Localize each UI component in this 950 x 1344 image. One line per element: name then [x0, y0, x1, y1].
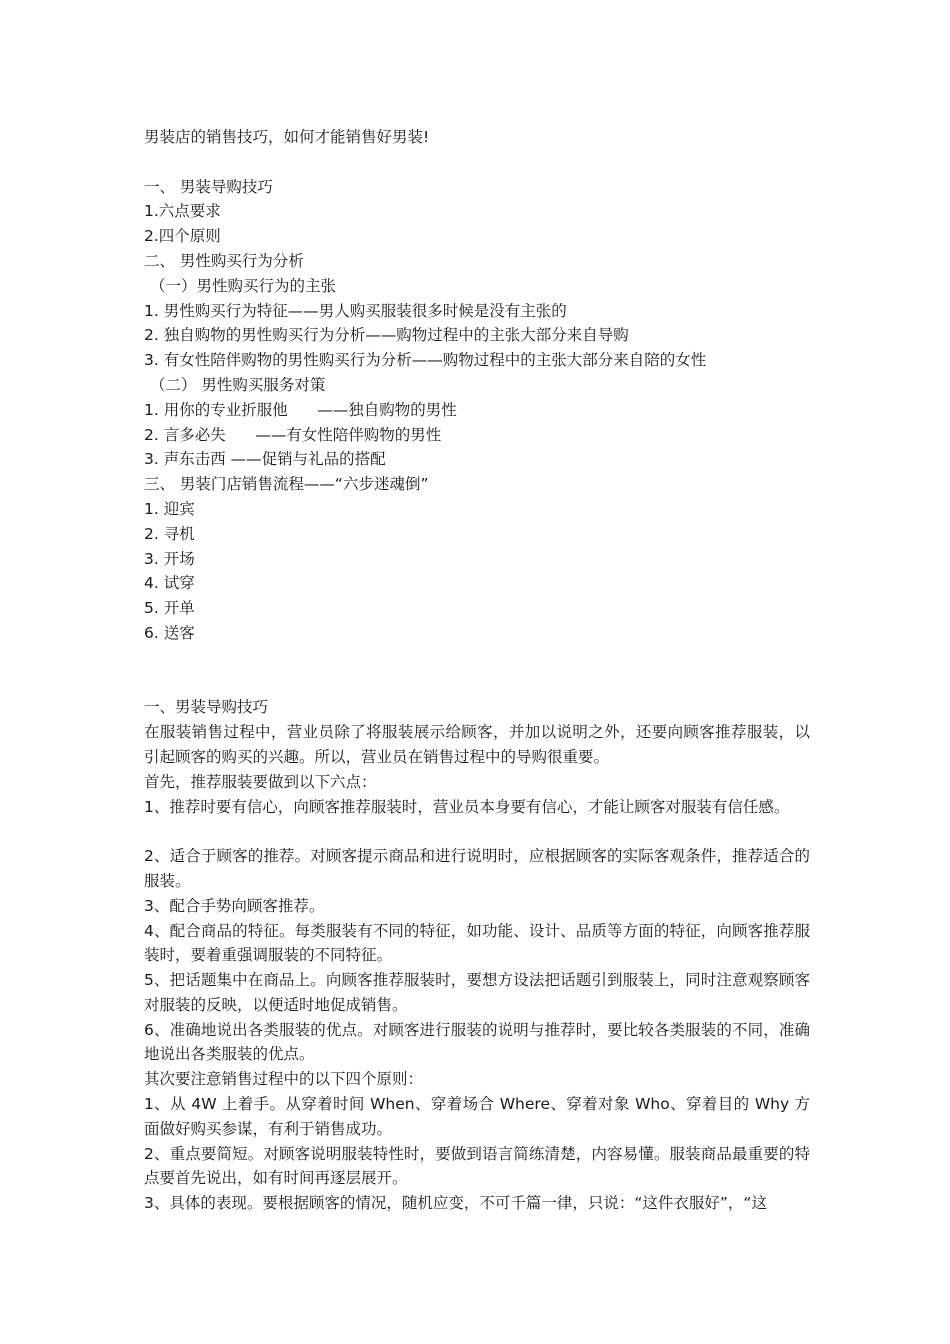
paragraph: 3、配合手势向顾客推荐。	[144, 896, 325, 915]
paragraph: 其次要注意销售过程中的以下四个原则：	[144, 1070, 424, 1089]
outline-item: 3. 开场	[144, 549, 195, 568]
outline-item: 2.四个原则	[144, 227, 221, 246]
paragraph: 首先，推荐服装要做到以下六点：	[144, 772, 377, 791]
paragraph: 1、推荐时要有信心，向顾客推荐服装时，营业员本身要有信心，才能让顾客对服装有信任感。	[144, 797, 790, 816]
document-title: 男装店的销售技巧，如何才能销售好男装!	[144, 128, 430, 146]
paragraph: 2、重点要简短。对顾客说明服装特性时，要做到语言简练清楚，内容易懂。服装商品最重要的特点要首先说出，如有时间再逐层展开。	[144, 1144, 810, 1188]
outline-section-1-heading: 一、 男装导购技巧	[144, 177, 273, 196]
outline-section-3-heading: 三、 男装门店销售流程——“六步迷魂倒”	[144, 475, 429, 494]
spacer	[144, 646, 810, 696]
spacer	[144, 150, 810, 175]
paragraph: 4、配合商品的特征。每类服装有不同的特征，如功能、设计、品质等方面的特征，向顾客推荐服装时，要着重强调服装的不同特征。	[144, 921, 810, 965]
outline-item: 2. 寻机	[144, 524, 195, 543]
section-heading: 一、男装导购技巧	[144, 698, 269, 717]
outline-subsection-heading: （二） 男性购买服务对策	[150, 375, 326, 394]
outline-item: 1.六点要求	[144, 202, 221, 221]
outline-item: 2. 言多必失 ——有女性陪伴购物的男性	[144, 425, 442, 444]
outline-item: 3. 声东击西 ——促销与礼品的搭配	[144, 450, 386, 469]
outline-item: 3. 有女性陪伴购物的男性购买行为分析——购物过程中的主张大部分来自陪的女性	[144, 351, 707, 370]
paragraph: 2、适合于顾客的推荐。对顾客提示商品和进行说明时，应根据顾客的实际客观条件，推荐适合的服装。	[144, 847, 810, 890]
outline-item: 1. 用你的专业折服他 ——独自购物的男性	[144, 400, 457, 419]
outline-item: 4. 试穿	[144, 574, 195, 593]
outline-item: 2. 独自购物的男性购买行为分析——购物过程中的主张大部分来自导购	[144, 326, 629, 345]
document-content	[144, 125, 810, 1216]
outline-section-2-heading: 二、 男性购买行为分析	[144, 251, 304, 270]
paragraph: 在服装销售过程中，营业员除了将服装展示给顾客，并加以说明之外，还要向顾客推荐服装，以引起顾客的购买的兴趣。所以，营业员在销售过程中的导购很重要。	[144, 723, 810, 766]
outline-subsection-heading: （一）男性购买行为的主张	[150, 276, 337, 295]
outline-item: 1. 男性购买行为特征——男人购买服装很多时候是没有主张的	[144, 301, 567, 320]
outline-item: 1. 迎宾	[144, 499, 195, 518]
paragraph: 1、从 4W 上着手。从穿着时间 When、穿着场合 Where、穿着对象 Who、穿着目的 Why 方面做好购买参谋，有利于销售成功。	[144, 1095, 810, 1138]
outline-item: 5. 开单	[144, 599, 195, 618]
paragraph: 6、准确地说出各类服装的优点。对顾客进行服装的说明与推荐时，要比较各类服装的不同，准确地说出各类服装的优点。	[144, 1020, 810, 1064]
paragraph: 3、具体的表现。要根据顾客的情况，随机应变，不可千篇一律，只说：“这件衣服好”，“这	[144, 1194, 767, 1213]
outline-item: 6. 送客	[144, 623, 195, 642]
spacer	[144, 819, 810, 844]
paragraph: 5、把话题集中在商品上。向顾客推荐服装时，要想方设法把话题引到服装上，同时注意观察顾客对服装的反映，以便适时地促成销售。	[144, 971, 810, 1014]
